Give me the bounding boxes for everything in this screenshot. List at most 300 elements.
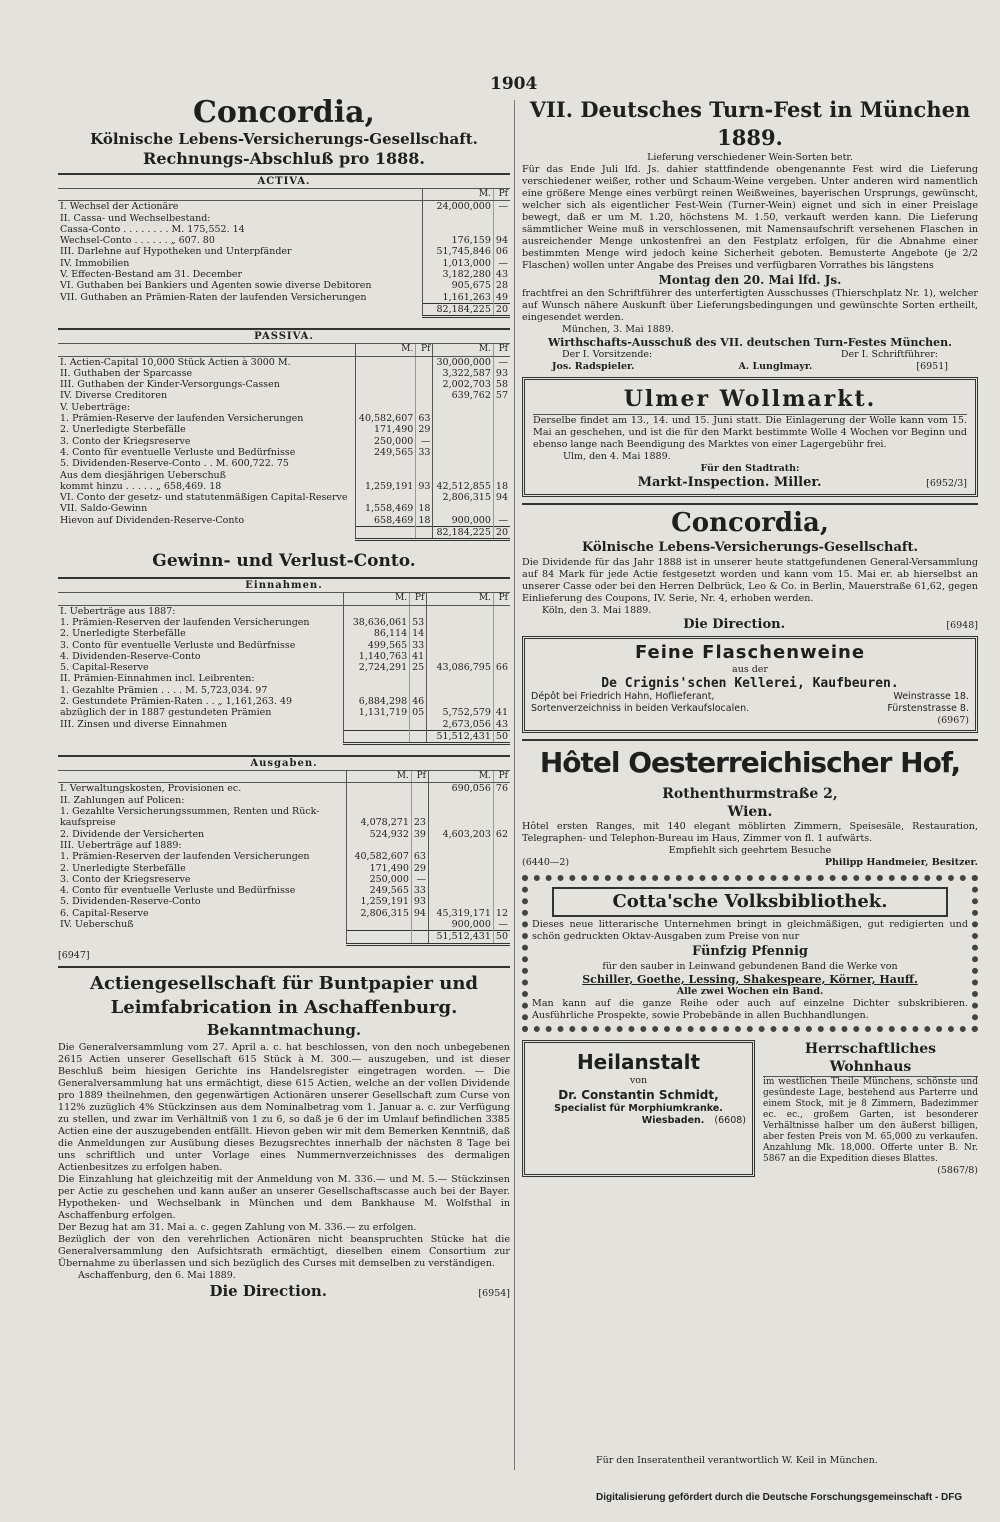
row-mark: 1,161,263 [422,292,493,304]
row-pfennig-inner: 14 [410,628,427,639]
row-label: Aus dem diesjährigen Ueberschuß [60,469,227,481]
row-label: I. Verwaltungskosten, Provisionen ec. [60,783,242,795]
row-pfennig: 06 [493,246,510,257]
table-header-spacer [58,593,343,605]
row-label: kaufspreise [60,817,116,829]
row-mark-inner [355,368,415,379]
row-mark-outer: 45,319,171 [428,908,493,919]
table-header-pf: Pf [493,593,510,605]
total-mark: 51,512,431 [427,730,494,743]
row-mark-inner [355,492,415,503]
right-column [522,96,978,1177]
row-mark-outer: 30,000,000 [433,356,494,368]
row-mark-inner [346,840,411,851]
table-row [58,258,510,269]
row-mark-outer [427,685,494,696]
row-label: 4. Dividenden-Reserve-Conto [60,650,201,662]
row-pfennig-inner [411,840,428,851]
table-row [58,605,510,617]
footer-dfg: Digitalisierung gefördert durch die Deutsche Forschungsgemeinschaft - DFG [596,1492,963,1503]
row-pfennig-inner [416,368,433,379]
row-pfennig: 28 [493,280,510,291]
row-pfennig: — [493,201,510,213]
row-mark-outer: 900,000 [428,919,493,931]
row-pfennig-outer [493,628,510,639]
activa-table [58,189,510,318]
table-row [58,896,510,907]
row-pfennig-inner [416,402,433,413]
row-label: 4. Conto für eventuelle Verluste und Bedürfnisse [60,885,296,897]
table-row [58,213,510,224]
row-pfennig-inner [411,806,428,817]
turnfest-text2: frachtfrei an den Schriftführer des unterfertigten Ausschusses (Thierschplatz Nr. 1), welcher auf Wunsch nähere Auskunft über Lieferungsbedingungen und gewünschte Sorten ertheilt, eingesendet werden. [522,288,978,323]
row-pfennig-inner: 93 [416,481,433,492]
row-pfennig-outer [493,851,510,862]
cotta-every: Alle zwei Wochen ein Band. [676,986,824,997]
row-pfennig-outer: 62 [493,829,510,840]
row-pfennig-inner [416,458,433,469]
row-mark-outer [428,874,493,885]
total-label [58,527,355,540]
flaschen-addr1: Weinstrasse 18. [893,691,969,702]
row-mark-outer [433,402,494,413]
row-mark-inner: 1,140,763 [343,651,410,662]
turnfest-ref: [6951] [916,361,948,372]
hotel-ref: (6440—2) [522,857,570,868]
total-pfennig: 50 [493,730,510,743]
row-mark-outer: 4,603,203 [428,829,493,840]
row-label: IV. Diverse Creditoren [60,390,168,402]
row-label: Wechsel-Conto . . . . . . „ 607. 80 [60,235,215,247]
row-label: 1. Gezahlte Versicherungssummen, Renten und Rück- [60,806,320,818]
row-pfennig-inner: 63 [416,413,433,424]
row-mark-outer: 690,056 [428,783,493,795]
row-mark-inner [343,673,410,684]
row-mark-inner: 1,558,469 [355,503,415,514]
row-label: Cassa-Conto . . . . . . . . M. 175,552. 14 [60,223,245,235]
row-mark: 1,013,000 [422,258,493,269]
concordia-title: Concordia, [192,95,376,130]
table-row [58,640,510,651]
table-row [58,458,510,469]
row-pfennig-inner: 25 [410,662,427,673]
total-pfennig: 20 [493,527,510,540]
row-label: II. Prämien-Einnahmen incl. Leibrenten: [60,673,255,685]
row-pfennig-outer [493,685,510,696]
total-row [58,730,510,743]
flaschen-sorten: Sortenverzeichniss in beiden Verkaufslocalen. [531,703,750,714]
total-spacer [355,527,415,540]
row-label: VI. Guthaben bei Bankiers und Agenten sowie diverse Debitoren [60,280,372,292]
row-pfennig-inner: — [416,436,433,447]
row-pfennig-outer: 58 [493,379,510,390]
row-mark [422,224,493,235]
row-pfennig-inner: 41 [410,651,427,662]
footer-responsible: Für den Inseratentheil verantwortlich W. Keil in München. [596,1455,878,1466]
row-pfennig-inner: 93 [411,896,428,907]
table-header-spacer [58,771,346,783]
row-label: VII. Saldo-Gewinn [60,503,148,515]
table-row [58,246,510,257]
total-row [58,931,510,944]
row-pfennig: 43 [493,269,510,280]
row-pfennig-outer [493,617,510,628]
row-mark-inner: 4,078,271 [346,817,411,828]
row-mark-inner [346,806,411,817]
row-mark-inner [343,605,410,617]
actien-text3: Der Bezug hat am 31. Mai a. c. gegen Zahlung von M. 336.— zu erfolgen. [58,1221,417,1233]
row-mark-inner: 2,806,315 [346,908,411,919]
row-mark-outer [433,424,494,435]
row-label: Hievon auf Dividenden-Reserve-Conto [60,514,245,526]
actien-text4: Bezüglich der von den verehrlichen Actionären nicht beanspruchten Stücke hat die Generalversammlung den Aufsichtsrath ermächtigt, dieselben einem Consortium zur Übernahme zu überlassen und sich bezüglich des Curses mit demselben zu verständigen. [58,1233,510,1269]
table-header-m: M. [433,344,494,356]
row-mark-outer: 43,086,795 [427,662,494,673]
row-pfennig-outer [493,795,510,806]
row-label: II. Zahlungen auf Policen: [60,794,185,806]
row-mark-outer [427,640,494,651]
row-label: I. Ueberträge aus 1887: [60,605,176,617]
row-pfennig [493,224,510,235]
row-label: 1. Gezahlte Prämien . . . . M. 5,723,034. 97 [60,684,268,696]
table-header-m: M. [346,771,411,783]
table-row [58,368,510,379]
concordia2-sign: Die Direction. [683,617,786,632]
row-mark-inner: 499,565 [343,640,410,651]
table-row [58,795,510,806]
row-mark-outer [427,605,494,617]
table-row [58,651,510,662]
row-label: 2. Unerledigte Sterbefälle [60,862,186,874]
row-pfennig-outer: 93 [493,368,510,379]
actien-heading: Bekanntmachung. [206,1020,362,1039]
row-label: III. Zinsen und diverse Einnahmen [60,718,227,730]
wohnhaus-title: Herrschaftliches Wohnhaus [763,1040,978,1077]
cotta-price: Fünfzig Pfennig [691,944,808,959]
heilanstalt-ad [522,1040,755,1177]
row-mark-inner: 658,469 [355,515,415,527]
row-label: V. Ueberträge: [60,401,131,413]
flaschen-title: Feine Flaschenweine [634,642,866,663]
row-mark-outer: 639,762 [433,390,494,401]
row-pfennig: — [493,258,510,269]
row-pfennig-inner [416,356,433,368]
heilanstalt-doctor: Dr. Constantin Schmidt, [558,1088,719,1102]
row-label: 2. Dividende der Versicherten [60,828,205,840]
row-mark-inner: 38,636,061 [343,617,410,628]
einnahmen-table [58,593,510,745]
row-pfennig-outer: 18 [493,481,510,492]
table-row [58,908,510,919]
ulmer-text: Derselbe findet am 13., 14. und 15. Juni statt. Die Einlagerung der Wolle kann vom 15. Mai an geschehen, und ist die für den Markt bestimmte Wolle 4 Wochen vor Beginn und ebenso lange nach Beendigung des Marktes von einer Lagergebühr frei. [533,415,967,450]
row-mark-outer: 2,806,315 [433,492,494,503]
table-row [58,356,510,368]
row-mark-outer: 2,002,703 [433,379,494,390]
row-label: 5. Dividenden-Reserve-Conto . . M. 600,722. 75 [60,458,289,470]
table-header-m: M. [427,593,494,605]
table-header-m: M. [343,593,410,605]
row-mark: 3,182,280 [422,269,493,280]
row-mark-inner [343,719,410,731]
row-pfennig-inner [410,673,427,684]
row-mark-outer [428,806,493,817]
column-divider [514,100,515,1470]
heilanstalt-von: von [629,1075,648,1086]
row-pfennig-outer [493,863,510,874]
row-label: IV. Immobilien [60,257,130,269]
row-pfennig-outer [493,806,510,817]
total-spacer [410,730,427,743]
table-row [58,492,510,503]
row-mark-inner: 1,259,191 [346,896,411,907]
row-pfennig-outer [493,651,510,662]
ulmer-sign: Markt-Inspection. Miller. [637,475,822,490]
concordia2-place-date: Köln, den 3. Mai 1889. [542,605,652,616]
cotta-text: Dieses neue litterarische Unternehmen bringt in gleichmäßigen, gut redigierten und schön gedruckten Oktav-Ausgaben zum Preise von nur [532,919,968,942]
table-row [58,662,510,673]
ulmer-title: Ulmer Wollmarkt. [533,384,967,415]
table-row [58,874,510,885]
row-pfennig-outer [493,402,510,413]
total-mark: 51,512,431 [428,931,493,944]
wohnhaus-ref: (5867/8) [937,1165,978,1176]
table-row [58,447,510,458]
total-mark: 82,184,225 [433,527,494,540]
row-mark-outer [433,458,494,469]
turnfest-name2: A. Lunglmayr. [738,361,813,372]
row-mark-outer [428,863,493,874]
row-label: III. Darlehne auf Hypotheken und Unterpfänder [60,246,292,258]
row-pfennig-inner [416,470,433,481]
table-header-spacer [58,189,422,201]
cotta-ad [522,875,978,1032]
row-label: 1. Prämien-Reserven der laufenden Versicherungen [60,616,310,628]
row-label: kommt hinzu . . . . . „ 658,469. 18 [60,480,222,492]
row-mark-outer [433,436,494,447]
table-row [58,863,510,874]
row-mark-outer: 2,673,056 [427,719,494,731]
actien-text2: Die Einzahlung hat gleichzeitig mit der Anmeldung von M. 336.— und M. 5.— Stückzinsen per Actie zu geschehen und kann außer an unserer Gesellschaftscasse auch bei der Bayer. Hypotheken- und Wechselbank in München und dem Bankhause M. Wolfsthal in Aschaffenburg erfolgen. [58,1173,510,1221]
row-label: 5. Dividenden-Reserve-Conto [60,896,201,908]
row-mark-outer [433,470,494,481]
row-pfennig-inner [410,719,427,731]
ulmer-ad [522,377,978,497]
row-pfennig-outer [493,874,510,885]
turnfest-sub: Lieferung verschiedener Wein-Sorten betr. [647,152,853,163]
row-label: VI. Conto der gesetz- und statutenmäßigen Capital-Reserve [60,492,348,504]
row-pfennig-outer [493,605,510,617]
table-row [58,224,510,235]
turnfest-role1: Der I. Vorsitzende: [562,349,653,360]
table-row [58,673,510,684]
cotta-authors: Schiller, Goethe, Lessing, Shakespeare, Körner, Hauff. [582,973,918,986]
table-header-pf: Pf [493,344,510,356]
table-header-pf: Pf [416,344,433,356]
page-number: 1904 [490,74,538,94]
row-mark-inner: 250,000 [346,874,411,885]
hotel-text: Hôtel ersten Ranges, mit 140 elegant möblirten Zimmern, Speisesäle, Restauration, Telegraphen- und Telephon-Bureau im Haus, Zimmer von fl. 1 aufwärts. [522,821,978,844]
row-pfennig-inner [410,605,427,617]
row-mark-outer [428,885,493,896]
row-pfennig-outer [493,424,510,435]
wohnhaus-text: im westlichen Theile Münchens, schönste und gesündeste Lage, bestehend aus Parterre und einem Stock, mit je 8 Zimmern, Badezimmer ec. ec., großem Garten, ist besonderer Verhältnisse halber um den äußerst billigen, aber festen Preis von M. 65,000 zu verkaufen. Anzahlung Mk. 18,000. Offerte unter B. Nr. 5867 an die Expedition dieses Blattes. [763,1077,978,1164]
table-header-m: M. [428,771,493,783]
table-row [58,685,510,696]
activa-header: ACTIVA. [58,173,510,189]
concordia2-subtitle: Kölnische Lebens-Versicherungs-Gesellschaft. [581,540,919,555]
table-row [58,919,510,931]
row-pfennig: 49 [493,292,510,304]
row-pfennig-outer [493,696,510,707]
row-mark-outer [427,696,494,707]
row-pfennig [493,213,510,224]
total-label [58,303,422,316]
row-label: VII. Guthaben an Prämien-Raten der laufenden Versicherungen [60,291,367,303]
row-mark: 24,000,000 [422,201,493,213]
row-mark-inner: 86,114 [343,628,410,639]
table-row [58,503,510,514]
row-label: 5. Capital-Reserve [60,662,149,674]
row-mark [422,213,493,224]
turnfest-committee: Wirthschafts-Ausschuß des VII. deutschen Turn-Festes München. [547,336,952,349]
table-row [58,515,510,527]
table-row [58,885,510,896]
table-header-pf: Pf [410,593,427,605]
table-row [58,413,510,424]
row-mark-outer: 42,512,855 [433,481,494,492]
actien-sign: Die Direction. [209,1281,327,1300]
actien-title: Actiengesellschaft für Buntpapier und Leimfabrication in Aschaffenburg. [89,972,478,1018]
row-mark-outer [428,896,493,907]
row-mark: 905,675 [422,280,493,291]
row-mark-outer [433,503,494,514]
row-label: 2. Unerledigte Sterbefälle [60,628,186,640]
table-header-m: M. [355,344,415,356]
row-pfennig-outer: 12 [493,908,510,919]
row-mark-outer [428,851,493,862]
row-mark-inner [355,458,415,469]
row-label: 2. Gestundete Prämien-Raten . . „ 1,161,263. 49 [60,695,293,707]
heilanstalt-ref: (6608) [714,1115,746,1126]
row-pfennig-inner [411,795,428,806]
heilanstalt-title: Heilanstalt [576,1050,701,1074]
row-mark-outer: 5,752,579 [427,707,494,718]
total-mark: 82,184,225 [422,303,493,316]
row-pfennig-inner: 39 [411,829,428,840]
row-label: III. Guthaben der Kinder-Versorgungs-Cassen [60,379,280,391]
table-row [58,424,510,435]
table-row [58,292,510,304]
row-pfennig-inner [416,492,433,503]
actien-place-date: Aschaffenburg, den 6. Mai 1889. [78,1269,236,1281]
row-pfennig-outer [493,640,510,651]
total-row [58,527,510,540]
row-pfennig-inner [411,783,428,795]
row-label: III. Ueberträge auf 1889: [60,839,182,851]
guv-title: Gewinn- und Verlust-Conto. [152,551,416,572]
cotta-title: Cotta'sche Volksbibliothek. [552,887,948,917]
row-label: 6. Capital-Reserve [60,907,149,919]
table-row [58,436,510,447]
hotel-recommend: Empfiehlt sich geehrtem Besuche [668,845,832,856]
row-mark-inner [355,470,415,481]
table-row [58,402,510,413]
flaschen-addr2: Fürstenstrasse 8. [887,703,969,714]
flaschen-depot: Dépôt bei Friedrich Hahn, Hoflieferant, [531,691,715,702]
heilanstalt-specialist: Specialist für Morphiumkranke. [554,1103,723,1114]
turnfest-role2: Der I. Schriftführer: [840,349,938,360]
turnfest-text: Für das Ende Juli lfd. Js. dahier stattfindende obengenannte Fest wird die Lieferung verschiedener weißer, rother und Schaum-Weine vergeben. Unter anderen wird namentlich eine größere Menge eines verbürgt reinen Weißweines, bayerischen Ursprungs, gewünscht, welcher sich als eigentlicher Fest-Wein (Turner-Wein) eignet und sich in einer Preislage bewegt, daß er um M. 1.20, höchstens M. 1.50, verkauft werden kann. Die Lieferung sämmtlicher Weine muß in verschlossenen, mit Namensaufschrift versehenen Flaschen in ausreichender Menge unkostenfrei an den Festplatz erfolgen, für die Abnahme einer bestimmten Menge wird jedoch keine Sicherheit geboten. Bemusterte Angebote (je 2/2 Flaschen) wollen unter Angabe des Preises und verfügbaren Vorrathes bis längstens [522,164,978,271]
row-mark-inner: 524,932 [346,829,411,840]
row-pfennig-inner: 46 [410,696,427,707]
table-row [58,696,510,707]
table-row [58,806,510,817]
table-row [58,628,510,639]
row-pfennig-inner: 33 [410,640,427,651]
row-mark-inner: 40,582,607 [355,413,415,424]
row-mark-inner [355,356,415,368]
table-header-pf: Pf [493,189,510,201]
concordia-subtitle: Kölnische Lebens-Versicherungs-Gesellschaft. [90,130,478,148]
actien-ref: [6954] [478,1287,510,1299]
total-label [58,730,343,743]
wohnhaus-ad [763,1040,978,1177]
row-pfennig-outer [493,470,510,481]
row-pfennig-outer [493,413,510,424]
row-pfennig-inner: 29 [416,424,433,435]
ausgaben-table [58,771,510,945]
total-row [58,303,510,316]
row-pfennig-inner: 53 [410,617,427,628]
row-mark-inner: 249,565 [346,885,411,896]
row-pfennig-inner: 05 [410,707,427,718]
flaschen-aus: aus der [732,664,768,675]
row-mark-outer [428,817,493,828]
table-row [58,829,510,840]
row-label: II. Cassa- und Wechselbestand: [60,212,211,224]
row-mark-inner: 40,582,607 [346,851,411,862]
row-mark: 176,159 [422,235,493,246]
row-pfennig-outer [493,673,510,684]
table-row [58,390,510,401]
table-row [58,851,510,862]
row-label: 4. Conto für eventuelle Verluste und Bedürfnisse [60,446,296,458]
row-mark-outer [427,617,494,628]
concordia-ref: [6947] [58,949,90,961]
hotel-title: Hôtel Oesterreichischer Hof, [539,746,961,779]
passiva-header: PASSIVA. [58,328,510,344]
row-label: IV. Ueberschuß [60,919,134,931]
row-pfennig-inner [411,919,428,931]
row-mark-inner [346,783,411,795]
row-pfennig-outer: — [493,919,510,931]
table-header-spacer [58,344,355,356]
row-mark-inner: 1,259,191 [355,481,415,492]
total-spacer [411,931,428,944]
table-header-m: M. [422,189,493,201]
row-mark-inner: 249,565 [355,447,415,458]
row-pfennig-outer [493,896,510,907]
hotel-city: Wien. [727,804,773,820]
table-row [58,840,510,851]
table-row [58,707,510,718]
row-pfennig-outer: 57 [493,390,510,401]
flaschen-kellerei: De Crignis'schen Kellerei, Kaufbeuren. [601,676,899,691]
row-mark-inner: 250,000 [355,436,415,447]
table-row [58,269,510,280]
row-mark-inner: 2,724,291 [343,662,410,673]
row-pfennig-inner [410,685,427,696]
